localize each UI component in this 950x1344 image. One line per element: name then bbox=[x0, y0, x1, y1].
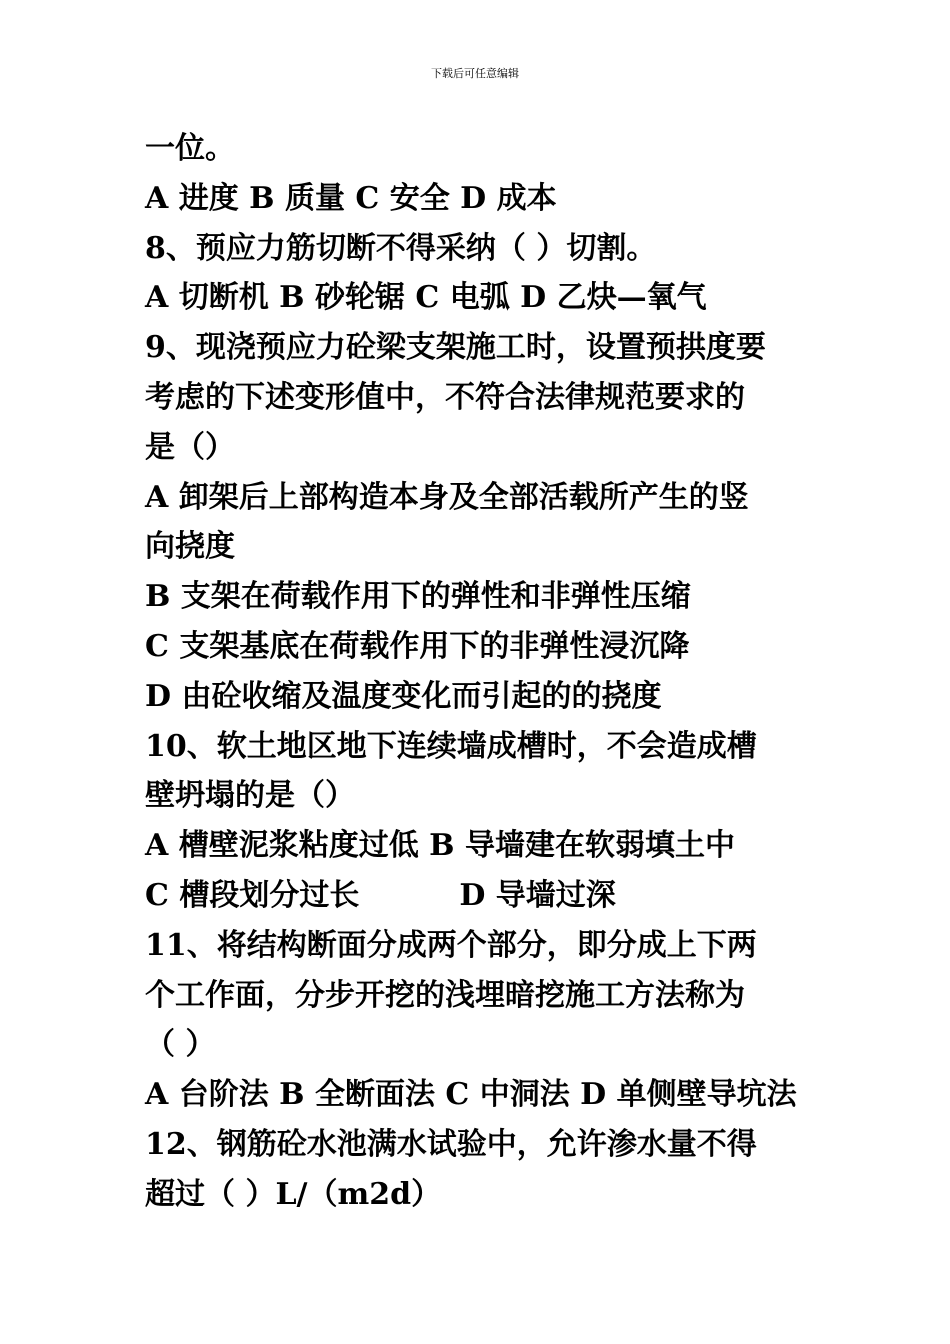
question-10-line-2: 壁坍塌的是（） bbox=[145, 778, 355, 814]
text-line: 一位。 bbox=[145, 131, 235, 166]
answer-options-split-line bbox=[145, 871, 817, 921]
question-12-line-1: 12、钢筋砼水池满水试验中，允许渗水量不得 bbox=[145, 1126, 757, 1162]
option-b: B 支架在荷载作用下的弹性和非弹性压缩 bbox=[145, 579, 691, 615]
question-11-line-1: 11、将结构断面分成两个部分，即分成上下两 bbox=[145, 927, 757, 963]
option-a-line-1: A 卸架后上部构造本身及全部活载所产生的竖 bbox=[145, 479, 749, 515]
question-12-line-2: 超过（ ）L/（m2d） bbox=[145, 1176, 442, 1212]
question-11-line-2: 个工作面，分步开挖的浅埋暗挖施工方法称为 bbox=[145, 977, 745, 1013]
answer-options-line: A 槽壁泥浆粘度过低 B 导墙建在软弱填土中 bbox=[145, 828, 735, 864]
page-header-note: 下载后可任意编辑 bbox=[431, 67, 519, 80]
option-d-split: D 导墙过深 bbox=[459, 877, 616, 913]
option-a-line-2: 向挠度 bbox=[145, 529, 235, 565]
document-body bbox=[145, 124, 817, 1220]
question-11-line-3: （ ） bbox=[145, 1027, 216, 1063]
question-8: 8、预应力筋切断不得采纳（ ）切割。 bbox=[145, 230, 657, 266]
answer-options-line: A 切断机 B 砂轮锯 C 电弧 D 乙炔—氧气 bbox=[145, 280, 707, 316]
option-d: D 由砼收缩及温度变化而引起的的挠度 bbox=[145, 678, 662, 714]
option-c-split: C 槽段划分过长 bbox=[145, 877, 360, 913]
question-9-line-2: 考虑的下述变形值中，不符合法律规范要求的 bbox=[145, 379, 745, 415]
answer-options-line: A 进度 B 质量 C 安全 D 成本 bbox=[145, 180, 557, 216]
question-10-line-1: 10、软土地区地下连续墙成槽时，不会造成槽 bbox=[145, 728, 757, 764]
answer-options-line: A 台阶法 B 全断面法 C 中洞法 D 单侧壁导坑法 bbox=[145, 1077, 797, 1113]
question-9-line-1: 9、现浇预应力砼梁支架施工时，设置预拱度要 bbox=[145, 330, 766, 366]
option-c: C 支架基底在荷载作用下的非弹性浸沉降 bbox=[145, 628, 690, 664]
question-9-line-3: 是（） bbox=[145, 429, 235, 465]
